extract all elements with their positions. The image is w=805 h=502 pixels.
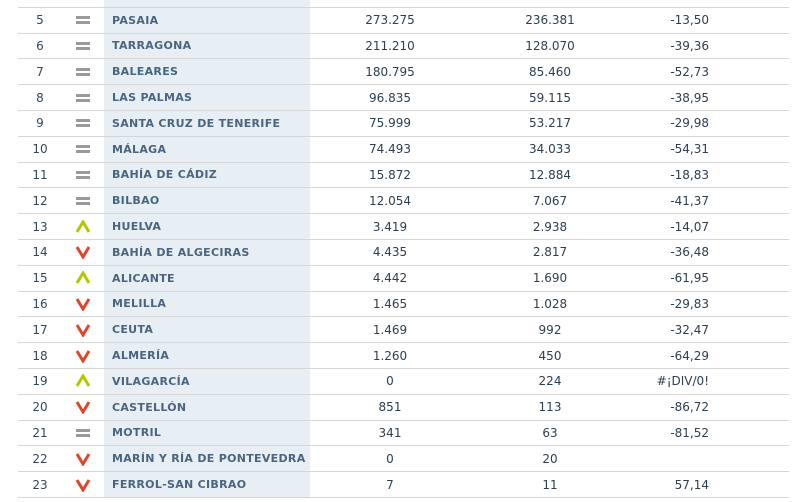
- rank-cell: 15: [32, 271, 48, 286]
- value-cell-v2: 113: [538, 400, 562, 415]
- value-cell-v3: -29,98: [670, 116, 709, 131]
- rank-cell: 13: [32, 219, 48, 234]
- value-cell-v3: -41,37: [670, 193, 709, 208]
- rank-cell: 5: [36, 13, 44, 28]
- value-cell-v1: [310, 0, 470, 7]
- value-cell-v1: 1.469: [372, 322, 408, 337]
- table-row: [18, 369, 789, 395]
- arrow-up-icon: [70, 369, 96, 394]
- rank-cell: [18, 0, 62, 7]
- table-row: [18, 292, 789, 318]
- port-name-cell: BAHÍA DE ALGECIRAS: [112, 245, 250, 259]
- value-cell-v3: -18,83: [670, 167, 709, 182]
- port-name-cell: BAHÍA DE CÁDIZ: [112, 168, 217, 182]
- arrow-down-icon: [70, 395, 96, 420]
- table-row: [18, 188, 789, 214]
- value-cell-v2: 59.115: [529, 90, 571, 105]
- value-cell-v3: -36,48: [670, 245, 709, 260]
- equal-icon: [70, 34, 96, 59]
- table-row: [18, 214, 789, 240]
- value-cell-v1: 0: [386, 451, 394, 466]
- value-cell-v3: -32,47: [670, 322, 709, 337]
- arrow-down-icon: [70, 240, 96, 265]
- port-name-cell: PASAIA: [112, 13, 159, 27]
- table-row: [18, 446, 789, 472]
- rank-cell: 19: [32, 374, 48, 389]
- rank-cell: 9: [36, 116, 44, 131]
- value-cell-v3: -29,83: [670, 296, 709, 311]
- rank-cell: 11: [32, 167, 48, 182]
- value-cell-v3: -81,52: [670, 425, 709, 440]
- value-cell-v3: -13,50: [670, 13, 709, 28]
- rank-cell: 6: [36, 38, 44, 53]
- rank-cell: 16: [32, 296, 48, 311]
- port-name-cell: MARÍN Y RÍA DE PONTEVEDRA: [112, 452, 306, 466]
- equal-icon: [70, 85, 96, 110]
- value-cell-v2: 1.690: [532, 271, 568, 286]
- arrow-up-icon: [70, 266, 96, 291]
- port-name-cell: MOTRIL: [112, 426, 162, 440]
- arrow-down-icon: [70, 317, 96, 342]
- rank-cell: 17: [32, 322, 48, 337]
- value-cell-v2: 85.460: [529, 64, 571, 79]
- value-cell-v2: 224: [538, 374, 562, 389]
- arrow-down-icon: [70, 446, 96, 471]
- rank-cell: 7: [36, 64, 44, 79]
- value-cell-v1: 0: [386, 374, 394, 389]
- table-row: [18, 266, 789, 292]
- value-cell-v2: 34.033: [529, 142, 571, 157]
- value-cell-v1: 1.465: [372, 296, 408, 311]
- value-cell-v1: 273.275: [365, 13, 415, 28]
- rank-cell: 22: [32, 451, 48, 466]
- equal-icon: [70, 421, 96, 446]
- value-cell-v2: 20: [542, 451, 558, 466]
- value-cell-v1: 180.795: [365, 64, 415, 79]
- equal-icon: [70, 163, 96, 188]
- table-row: [18, 59, 789, 85]
- equal-icon: [70, 8, 96, 33]
- arrow-down-icon: [70, 472, 96, 497]
- value-cell-v3: -14,07: [670, 219, 709, 234]
- rank-cell: 21: [32, 425, 48, 440]
- value-cell-v3: -38,95: [670, 90, 709, 105]
- value-cell-v3: [630, 446, 789, 471]
- table-row: [18, 472, 789, 498]
- port-name-cell: ALMERÍA: [112, 349, 170, 363]
- port-name-cell: HUELVA: [112, 220, 162, 234]
- value-cell-v2: 450: [538, 348, 562, 363]
- value-cell-v1: 4.442: [372, 271, 408, 286]
- table-row: [18, 240, 789, 266]
- table-row: [18, 111, 789, 137]
- value-cell-v2: 53.217: [529, 116, 571, 131]
- equal-icon: [70, 137, 96, 162]
- port-name-cell: CASTELLÓN: [112, 400, 187, 414]
- value-cell-v2: 1.028: [532, 296, 568, 311]
- equal-icon: [70, 59, 96, 84]
- value-cell-v3: -64,29: [670, 348, 709, 363]
- rank-cell: 23: [32, 477, 48, 492]
- value-cell-v1: 1.260: [372, 348, 408, 363]
- value-cell-v1: 211.210: [365, 38, 415, 53]
- port-name-cell: SANTA CRUZ DE TENERIFE: [112, 116, 281, 130]
- value-cell-v3: -61,95: [670, 271, 709, 286]
- value-cell-v2: 11: [542, 477, 558, 492]
- port-name-cell: TARRAGONA: [112, 39, 192, 53]
- value-cell-v1: 96.835: [369, 90, 411, 105]
- value-cell-v2: 12.884: [529, 167, 571, 182]
- value-cell-v1: 74.493: [369, 142, 411, 157]
- value-cell-v1: 3.419: [372, 219, 408, 234]
- value-cell-v1: 851: [378, 400, 402, 415]
- value-cell-v3: -39,36: [670, 38, 709, 53]
- value-cell-v1: 75.999: [369, 116, 411, 131]
- value-cell-v1: 15.872: [369, 167, 411, 182]
- value-cell-v3: -54,31: [670, 142, 709, 157]
- value-cell-v1: 341: [378, 425, 402, 440]
- rank-cell: 18: [32, 348, 48, 363]
- rank-cell: 14: [32, 245, 48, 260]
- rank-cell: 8: [36, 90, 44, 105]
- value-cell-v1: 4.435: [372, 245, 408, 260]
- value-cell-v2: 2.817: [532, 245, 568, 260]
- port-name-cell: BALEARES: [112, 65, 179, 79]
- value-cell-v3: -86,72: [670, 400, 709, 415]
- port-name-cell: [112, 0, 312, 7]
- rank-cell: 12: [32, 193, 48, 208]
- port-name-cell: MELILLA: [112, 297, 167, 311]
- table-row: [18, 317, 789, 343]
- value-cell-v3: -52,73: [670, 64, 709, 79]
- value-cell-v2: 2.938: [532, 219, 568, 234]
- table-row: [18, 163, 789, 189]
- arrow-down-icon: [70, 343, 96, 368]
- table-row: [18, 137, 789, 163]
- table-row: [18, 85, 789, 111]
- table-row: [18, 395, 789, 421]
- port-name-cell: BILBAO: [112, 194, 160, 208]
- port-name-cell: ALICANTE: [112, 271, 175, 285]
- value-cell-v2: 128.070: [525, 38, 575, 53]
- value-cell-v2: 63: [542, 425, 558, 440]
- rank-cell: 10: [32, 142, 48, 157]
- value-cell-v3: #¡DIV/0!: [656, 374, 709, 389]
- value-cell-v3: 57,14: [674, 477, 709, 492]
- rank-cell: 20: [32, 400, 48, 415]
- equal-icon: [70, 0, 96, 7]
- table-row: [18, 421, 789, 447]
- arrow-up-icon: [70, 214, 96, 239]
- table-row: [18, 343, 789, 369]
- port-name-cell: LAS PALMAS: [112, 91, 193, 105]
- port-name-cell: FERROL-SAN CIBRAO: [112, 478, 247, 492]
- table-row: [18, 0, 789, 8]
- port-name-cell: MÁLAGA: [112, 142, 167, 156]
- port-ranking-table: [18, 0, 789, 498]
- value-cell-v2: 236.381: [525, 13, 575, 28]
- value-cell-v2: [470, 0, 630, 7]
- port-name-cell: VILAGARCÍA: [112, 374, 190, 388]
- equal-icon: [70, 111, 96, 136]
- value-cell-v2: 992: [538, 322, 562, 337]
- table-row: [18, 8, 789, 34]
- value-cell-v1: 7: [386, 477, 394, 492]
- value-cell-v1: 12.054: [369, 193, 411, 208]
- port-name-cell: CEUTA: [112, 323, 154, 337]
- arrow-down-icon: [70, 292, 96, 317]
- equal-icon: [70, 188, 96, 213]
- value-cell-v2: 7.067: [532, 193, 568, 208]
- value-cell-v3: [630, 0, 789, 7]
- table-row: [18, 34, 789, 60]
